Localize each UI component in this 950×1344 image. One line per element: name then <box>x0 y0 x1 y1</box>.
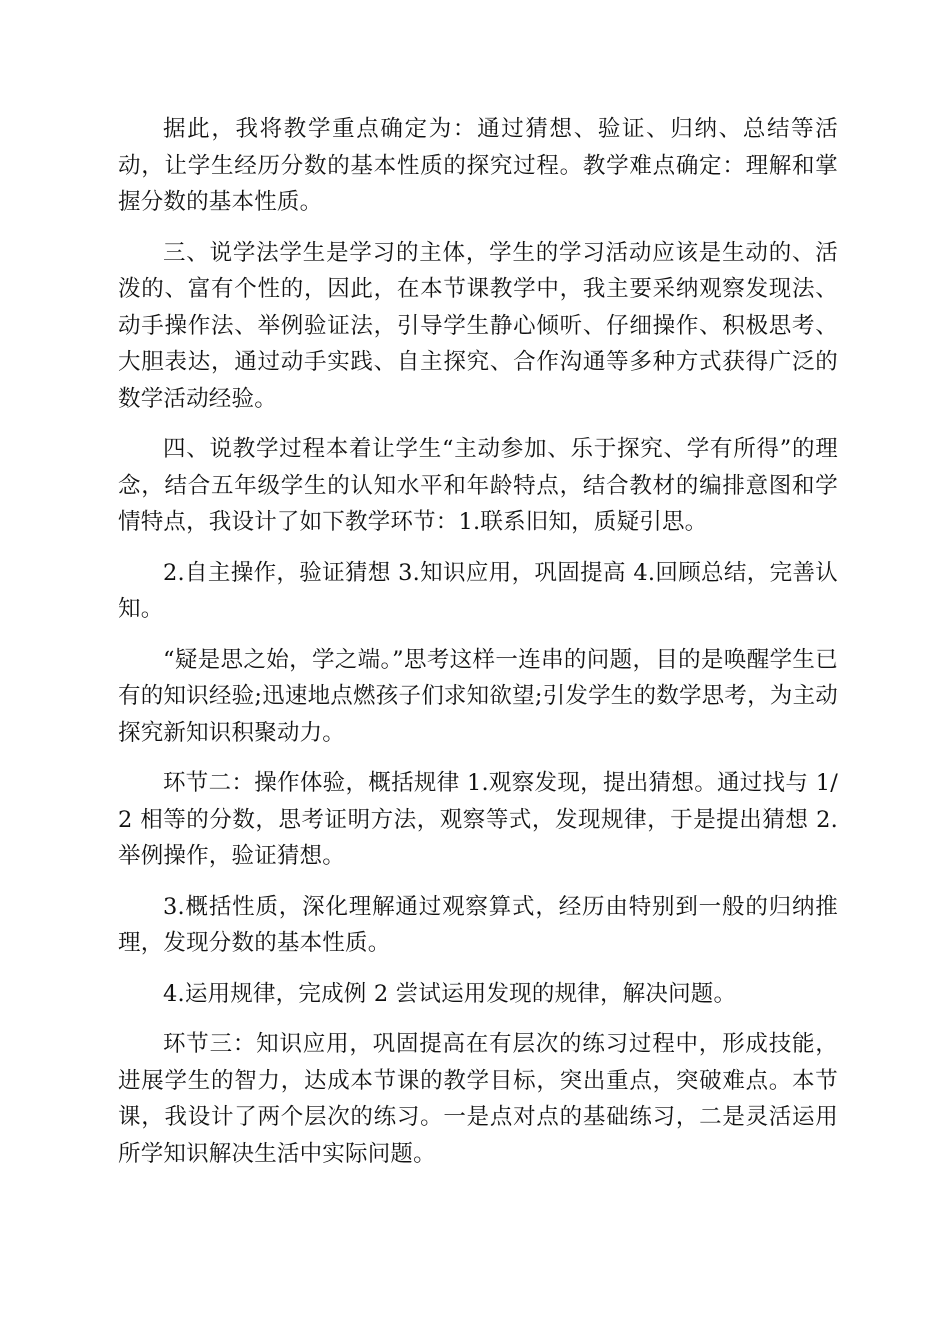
paragraph-stage-three: 环节三：知识应用，巩固提高在有层次的练习过程中，形成技能，进展学生的智力，达成本节课的教学目标，突出重点，突破难点。本节课，我设计了两个层次的练习。一是点对点的基础练习，二是灵活运用所学知识解决生活中实际问题。 <box>118 1031 838 1167</box>
paragraph-teaching-steps: 2.自主操作，验证猜想 3.知识应用，巩固提高 4.回顾总结，完善认知。 <box>118 559 838 622</box>
paragraph-key-points: 据此，我将教学重点确定为：通过猜想、验证、归纳、总结等活动，让学生经历分数的基本性质的探究过程。教学难点确定：理解和掌握分数的基本性质。 <box>118 116 838 215</box>
paragraph-quote: “疑是思之始，学之端。”思考这样一连串的问题，目的是唤醒学生已有的知识经验;迅速地点燃孩子们求知欲望;引发学生的数学思考，为主动探究新知识积聚动力。 <box>118 646 838 746</box>
paragraph-stage-two: 环节二：操作体验，概括规律 1.观察发现，提出猜想。通过找与 1/2 相等的分数，思考证明方法，观察等式，发现规律，于是提出猜想 2.举例操作，验证猜想。 <box>118 770 838 869</box>
paragraph-apply-rule: 4.运用规律，完成例 2 尝试运用发现的规律，解决问题。 <box>163 980 737 1007</box>
paragraph-learning-methods: 三、说学法学生是学习的主体，学生的学习活动应该是生动的、活泼的、富有个性的，因此，在本节课教学中，我主要采纳观察发现法、动手操作法、举例验证法，引导学生静心倾听、仔细操作、积极思考、大胆表达，通过动手实践、自主探究、合作沟通等多种方式获得广泛的数学活动经验。 <box>118 239 838 412</box>
document-body <box>118 111 838 1186</box>
paragraph-summarize-property: 3.概括性质，深化理解通过观察算式，经历由特别到一般的归纳推理，发现分数的基本性质。 <box>118 893 838 956</box>
paragraph-teaching-process: 四、说教学过程本着让学生“主动参加、乐于探究、学有所得”的理念，结合五年级学生的认知水平和年龄特点，结合教材的编排意图和学情特点，我设计了如下教学环节：1.联系旧知，质疑引思。 <box>118 436 838 535</box>
